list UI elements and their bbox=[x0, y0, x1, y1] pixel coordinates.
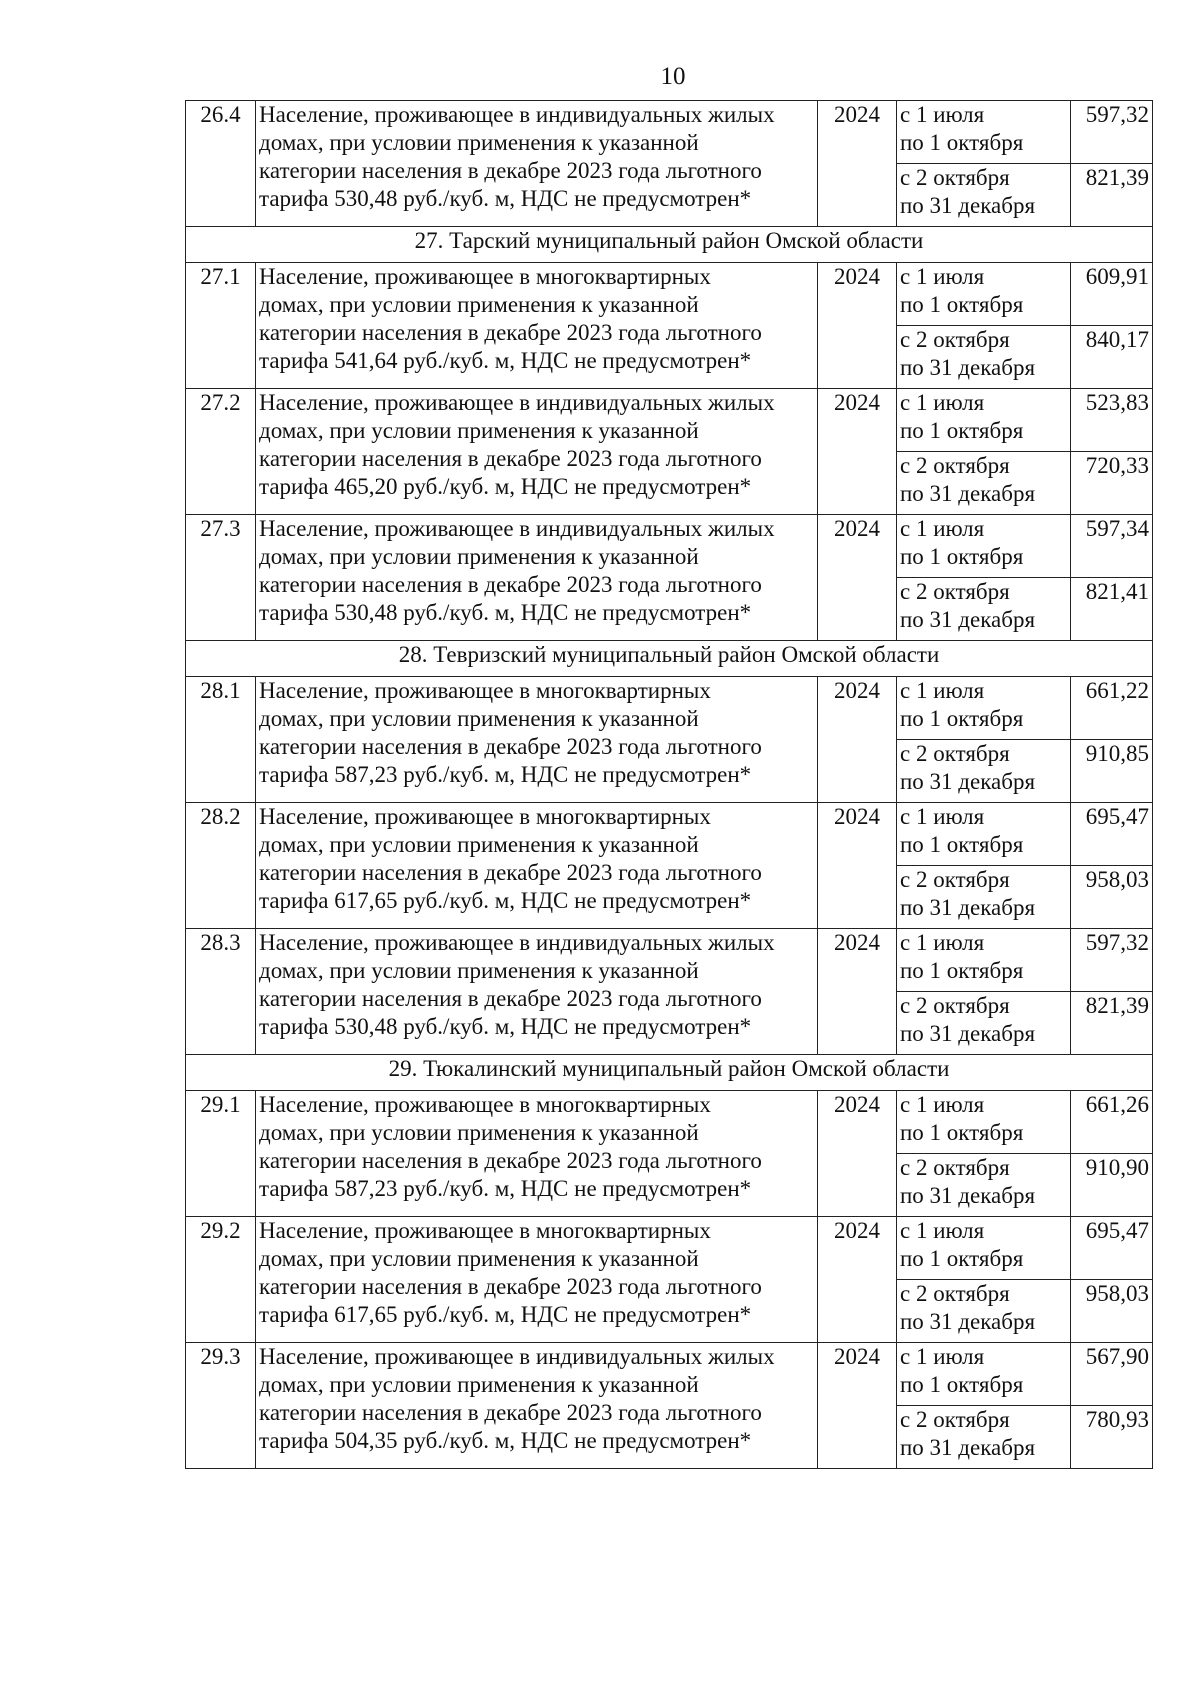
item-number: 27.1 bbox=[186, 263, 256, 389]
item-number: 29.1 bbox=[186, 1091, 256, 1217]
district-heading-row bbox=[186, 641, 1153, 677]
table-row bbox=[186, 1343, 1153, 1406]
period-start: с 2 октября bbox=[900, 1407, 1010, 1432]
period-2 bbox=[897, 326, 1071, 389]
district-heading: 27. Тарский муниципальный район Омской области bbox=[186, 227, 1153, 263]
item-description bbox=[256, 803, 818, 929]
tariff-value-1: 597,32 bbox=[1071, 929, 1153, 992]
period-start: с 1 июля bbox=[900, 102, 985, 127]
period-start: с 1 июля bbox=[900, 264, 985, 289]
period-1 bbox=[897, 1217, 1071, 1280]
item-description bbox=[256, 263, 818, 389]
period-2 bbox=[897, 992, 1071, 1055]
period-start: с 2 октября bbox=[900, 993, 1010, 1018]
period-start: с 2 октября bbox=[900, 1281, 1010, 1306]
item-description bbox=[256, 1343, 818, 1469]
period-end: по 31 декабря bbox=[900, 895, 1036, 920]
item-number: 27.2 bbox=[186, 389, 256, 515]
period-end: по 31 декабря bbox=[900, 769, 1036, 794]
item-year: 2024 bbox=[818, 803, 897, 929]
period-1 bbox=[897, 929, 1071, 992]
tariff-value-2: 958,03 bbox=[1071, 866, 1153, 929]
period-start: с 2 октября bbox=[900, 453, 1010, 478]
tariff-value-2: 780,93 bbox=[1071, 1406, 1153, 1469]
period-2 bbox=[897, 1280, 1071, 1343]
tariff-value-1: 523,83 bbox=[1071, 389, 1153, 452]
item-description bbox=[256, 1091, 818, 1217]
period-end: по 1 октября bbox=[900, 292, 1024, 317]
period-2 bbox=[897, 740, 1071, 803]
item-year: 2024 bbox=[818, 1091, 897, 1217]
period-start: с 1 июля bbox=[900, 390, 985, 415]
period-2 bbox=[897, 1154, 1071, 1217]
period-1 bbox=[897, 389, 1071, 452]
tariff-value-2: 958,03 bbox=[1071, 1280, 1153, 1343]
period-start: с 2 октября bbox=[900, 579, 1010, 604]
tariff-value-1: 695,47 bbox=[1071, 1217, 1153, 1280]
period-start: с 2 октября bbox=[900, 165, 1010, 190]
item-year: 2024 bbox=[818, 929, 897, 1055]
district-heading-row bbox=[186, 1055, 1153, 1091]
period-1 bbox=[897, 803, 1071, 866]
period-end: по 1 октября bbox=[900, 1246, 1024, 1271]
period-start: с 1 июля bbox=[900, 678, 985, 703]
period-start: с 1 июля bbox=[900, 930, 985, 955]
tariff-value-2: 821,41 bbox=[1071, 578, 1153, 641]
item-number: 28.2 bbox=[186, 803, 256, 929]
tariff-value-2: 720,33 bbox=[1071, 452, 1153, 515]
tariff-value-1: 609,91 bbox=[1071, 263, 1153, 326]
period-2 bbox=[897, 1406, 1071, 1469]
description-text: Население, проживающее в многоквартирных домах, при условии применения к указанной категории населения в декабре 2023 года льготного тарифа 617,65 руб./куб. м, НДС не предусмотрен* bbox=[259, 1218, 762, 1327]
tariff-table bbox=[185, 100, 1153, 1469]
item-year: 2024 bbox=[818, 389, 897, 515]
item-number: 28.3 bbox=[186, 929, 256, 1055]
period-2 bbox=[897, 578, 1071, 641]
period-end: по 1 октября bbox=[900, 418, 1024, 443]
period-1 bbox=[897, 677, 1071, 740]
period-end: по 31 декабря bbox=[900, 1183, 1036, 1208]
tariff-value-2: 821,39 bbox=[1071, 992, 1153, 1055]
period-end: по 1 октября bbox=[900, 832, 1024, 857]
description-text: Население, проживающее в индивидуальных жилых домах, при условии применения к указанной категории населения в декабре 2023 года льготного тарифа 465,20 руб./куб. м, НДС не предусмотрен* bbox=[259, 390, 775, 499]
item-year: 2024 bbox=[818, 677, 897, 803]
tariff-value-2: 840,17 bbox=[1071, 326, 1153, 389]
item-description bbox=[256, 515, 818, 641]
period-2 bbox=[897, 164, 1071, 227]
period-start: с 1 июля bbox=[900, 1344, 985, 1369]
table-row bbox=[186, 1091, 1153, 1154]
description-text: Население, проживающее в многоквартирных домах, при условии применения к указанной категории населения в декабре 2023 года льготного тарифа 617,65 руб./куб. м, НДС не предусмотрен* bbox=[259, 804, 762, 913]
period-end: по 1 октября bbox=[900, 958, 1024, 983]
tariff-value-1: 567,90 bbox=[1071, 1343, 1153, 1406]
period-start: с 2 октября bbox=[900, 1155, 1010, 1180]
district-heading: 28. Тевризский муниципальный район Омской области bbox=[186, 641, 1153, 677]
tariff-value-1: 597,32 bbox=[1071, 101, 1153, 164]
item-year: 2024 bbox=[818, 1343, 897, 1469]
description-text: Население, проживающее в многоквартирных домах, при условии применения к указанной категории населения в декабре 2023 года льготного тарифа 587,23 руб./куб. м, НДС не предусмотрен* bbox=[259, 678, 762, 787]
item-description bbox=[256, 1217, 818, 1343]
period-1 bbox=[897, 515, 1071, 578]
item-year: 2024 bbox=[818, 515, 897, 641]
district-heading-row bbox=[186, 227, 1153, 263]
table-row bbox=[186, 1217, 1153, 1280]
page-number: 10 bbox=[660, 63, 686, 90]
table-row bbox=[186, 263, 1153, 326]
period-start: с 2 октября bbox=[900, 327, 1010, 352]
period-1 bbox=[897, 1091, 1071, 1154]
tariff-value-1: 695,47 bbox=[1071, 803, 1153, 866]
period-end: по 1 октября bbox=[900, 706, 1024, 731]
tariff-value-1: 661,26 bbox=[1071, 1091, 1153, 1154]
tariff-value-2: 910,90 bbox=[1071, 1154, 1153, 1217]
period-start: с 2 октября bbox=[900, 741, 1010, 766]
tariff-value-2: 821,39 bbox=[1071, 164, 1153, 227]
description-text: Население, проживающее в многоквартирных домах, при условии применения к указанной категории населения в декабре 2023 года льготного тарифа 587,23 руб./куб. м, НДС не предусмотрен* bbox=[259, 1092, 762, 1201]
period-end: по 31 декабря bbox=[900, 607, 1036, 632]
table-row bbox=[186, 929, 1153, 992]
period-end: по 1 октября bbox=[900, 1120, 1024, 1145]
period-end: по 31 декабря bbox=[900, 481, 1036, 506]
item-description bbox=[256, 677, 818, 803]
period-2 bbox=[897, 866, 1071, 929]
item-year: 2024 bbox=[818, 101, 897, 227]
description-text: Население, проживающее в многоквартирных домах, при условии применения к указанной категории населения в декабре 2023 года льготного тарифа 541,64 руб./куб. м, НДС не предусмотрен* bbox=[259, 264, 762, 373]
period-start: с 1 июля bbox=[900, 1092, 985, 1117]
description-text: Население, проживающее в индивидуальных жилых домах, при условии применения к указанной категории населения в декабре 2023 года льготного тарифа 530,48 руб./куб. м, НДС не предусмотрен* bbox=[259, 102, 775, 211]
period-start: с 1 июля bbox=[900, 516, 985, 541]
tariff-value-1: 597,34 bbox=[1071, 515, 1153, 578]
table-row bbox=[186, 389, 1153, 452]
period-end: по 1 октября bbox=[900, 544, 1024, 569]
table-row bbox=[186, 677, 1153, 740]
item-number: 28.1 bbox=[186, 677, 256, 803]
description-text: Население, проживающее в индивидуальных жилых домах, при условии применения к указанной категории населения в декабре 2023 года льготного тарифа 504,35 руб./куб. м, НДС не предусмотрен* bbox=[259, 1344, 775, 1453]
period-end: по 31 декабря bbox=[900, 1309, 1036, 1334]
period-end: по 31 декабря bbox=[900, 1435, 1036, 1460]
item-number: 29.2 bbox=[186, 1217, 256, 1343]
item-year: 2024 bbox=[818, 1217, 897, 1343]
item-description bbox=[256, 101, 818, 227]
item-description bbox=[256, 929, 818, 1055]
table-row bbox=[186, 515, 1153, 578]
period-2 bbox=[897, 452, 1071, 515]
description-text: Население, проживающее в индивидуальных жилых домах, при условии применения к указанной категории населения в декабре 2023 года льготного тарифа 530,48 руб./куб. м, НДС не предусмотрен* bbox=[259, 516, 775, 625]
tariff-table-body bbox=[186, 101, 1153, 1469]
item-year: 2024 bbox=[818, 263, 897, 389]
period-end: по 1 октября bbox=[900, 130, 1024, 155]
period-start: с 1 июля bbox=[900, 1218, 985, 1243]
period-start: с 1 июля bbox=[900, 804, 985, 829]
item-number: 26.4 bbox=[186, 101, 256, 227]
item-number: 29.3 bbox=[186, 1343, 256, 1469]
period-end: по 1 октября bbox=[900, 1372, 1024, 1397]
item-description bbox=[256, 389, 818, 515]
period-1 bbox=[897, 1343, 1071, 1406]
period-start: с 2 октября bbox=[900, 867, 1010, 892]
period-end: по 31 декабря bbox=[900, 193, 1036, 218]
period-1 bbox=[897, 263, 1071, 326]
item-number: 27.3 bbox=[186, 515, 256, 641]
period-end: по 31 декабря bbox=[900, 355, 1036, 380]
tariff-value-1: 661,22 bbox=[1071, 677, 1153, 740]
period-end: по 31 декабря bbox=[900, 1021, 1036, 1046]
period-1 bbox=[897, 101, 1071, 164]
table-row bbox=[186, 101, 1153, 164]
district-heading: 29. Тюкалинский муниципальный район Омской области bbox=[186, 1055, 1153, 1091]
tariff-value-2: 910,85 bbox=[1071, 740, 1153, 803]
table-row bbox=[186, 803, 1153, 866]
description-text: Население, проживающее в индивидуальных жилых домах, при условии применения к указанной категории населения в декабре 2023 года льготного тарифа 530,48 руб./куб. м, НДС не предусмотрен* bbox=[259, 930, 775, 1039]
